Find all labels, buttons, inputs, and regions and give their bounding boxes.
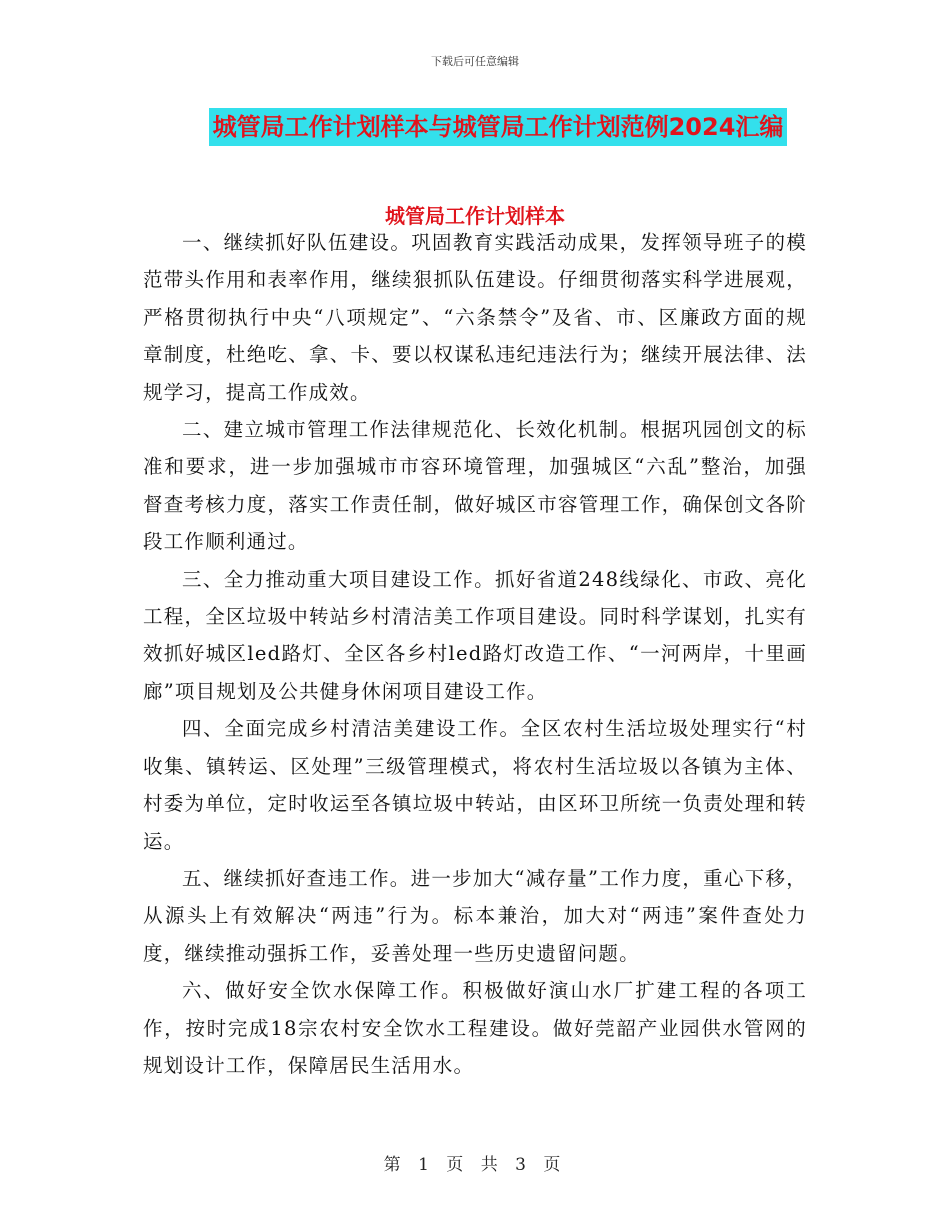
header-note: 下载后可任意编辑 [431,55,519,68]
paragraph-5: 五、继续抓好查违工作。进一步加大“减存量”工作力度，重心下移，从源头上有效解决“两违”行为。标本兼治，加大对“两违”案件查处力度，继续推动强拆工作，妥善处理一些历史遗留问题。 [143,866,807,965]
paragraph-2: 二、建立城市管理工作法律规范化、长效化机制。根据巩园创文的标准和要求，进一步加强城市市容环境管理，加强城区“六乱”整治，加强督查考核力度，落实工作责任制，做好城区市容管理工作，确保创文各阶段工作顺利通过。 [143,418,807,554]
paragraph-6: 六、做好安全饮水保障工作。积极做好演山水厂扩建工程的各项工作，按时完成18宗农村安全饮水工程建设。做好莞韶产业园供水管网的规划设计工作，保障居民生活用水。 [143,979,807,1077]
paragraph-1: 一、继续抓好队伍建设。巩固教育实践活动成果，发挥领导班子的模范带头作用和表率作用，继续狠抓队伍建设。仔细贯彻落实科学进展观，严格贯彻执行中央“八项规定”、“六条禁令”及省、市、区廉政方面的规章制度，杜绝吃、拿、卡、要以权谋私违纪违法行为；继续开展法律、法规学习，提高工作成效。 [143,231,807,404]
main-title-container [0,108,950,146]
section-title: 城管局工作计划样本 [385,204,565,228]
page-footer: 第 1 页 共 3 页 [383,1155,567,1175]
main-title: 城管局工作计划样本与城管局工作计划范例2024汇编 [209,108,788,146]
paragraph-4: 四、全面完成乡村清洁美建设工作。全区农村生活垃圾处理实行“村收集、镇转运、区处理”三级管理模式，将农村生活垃圾以各镇为主体、村委为单位，定时收运至各镇垃圾中转站，由区环卫所统一负责处理和转运。 [143,717,807,853]
document-body [143,224,807,1084]
paragraph-3: 三、全力推动重大项目建设工作。抓好省道248线绿化、市政、亮化工程，全区垃圾中转站乡村清洁美工作项目建设。同时科学谋划，扎实有效抓好城区led路灯、全区各乡村led路灯改造工作、“一河两岸，十里画廊”项目规划及公共健身休闲项目建设工作。 [143,567,807,703]
